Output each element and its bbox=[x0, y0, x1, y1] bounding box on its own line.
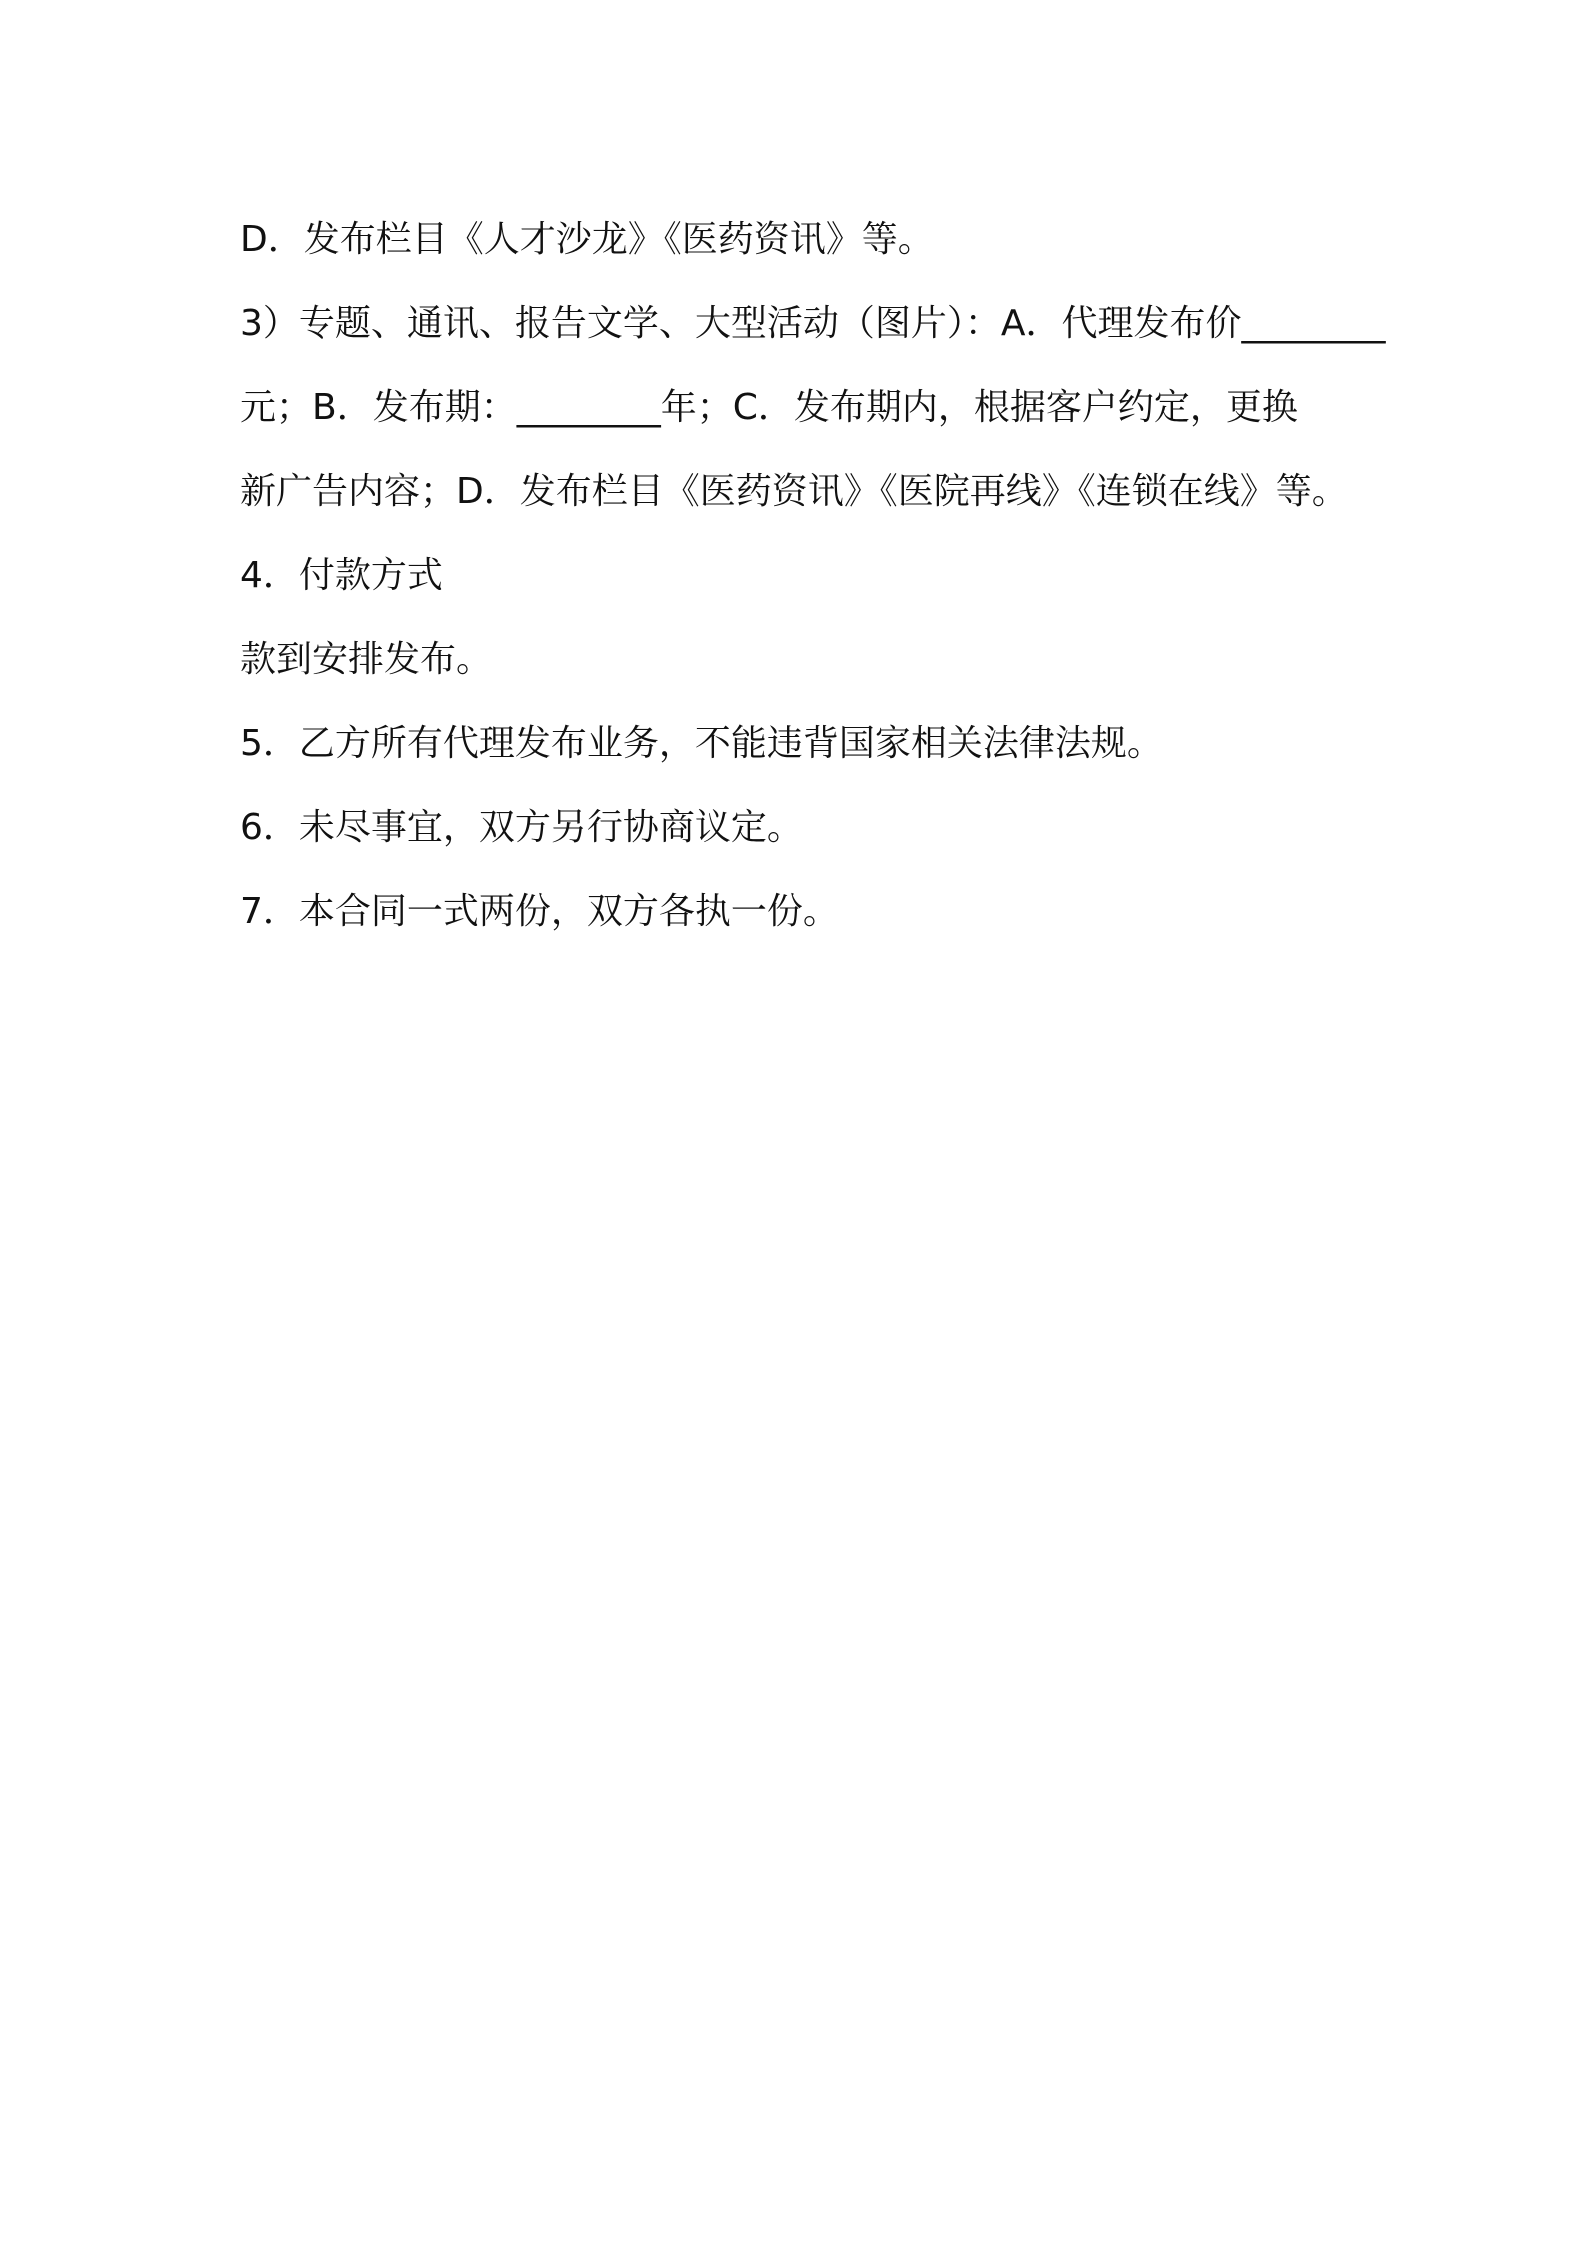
document-body bbox=[240, 198, 1386, 954]
section-6-other-matters: 6．未尽事宜，双方另行协商议定。 bbox=[240, 807, 803, 848]
clause-3-publish-period: 元；B．发布期：________年；C．发布期内，根据客户约定，更换 bbox=[240, 387, 1298, 428]
section-4-payment-text: 款到安排发布。 bbox=[240, 639, 493, 680]
section-5-legal-compliance: 5．乙方所有代理发布业务，不能违背国家相关法律法规。 bbox=[240, 723, 1163, 764]
clause-d-columns-talent-salon: D．发布栏目《人才沙龙》《医药资讯》等。 bbox=[240, 219, 934, 260]
clause-3-special-topics-price: 3）专题、通讯、报告文学、大型活动（图片）：A．代理发布价________ bbox=[240, 303, 1386, 344]
section-7-copies: 7．本合同一式两份，双方各执一份。 bbox=[240, 891, 839, 932]
clause-3-columns: 新广告内容；D．发布栏目《医药资讯》《医院再线》《连锁在线》等。 bbox=[240, 471, 1348, 512]
section-4-payment-heading: 4．付款方式 bbox=[240, 555, 443, 596]
